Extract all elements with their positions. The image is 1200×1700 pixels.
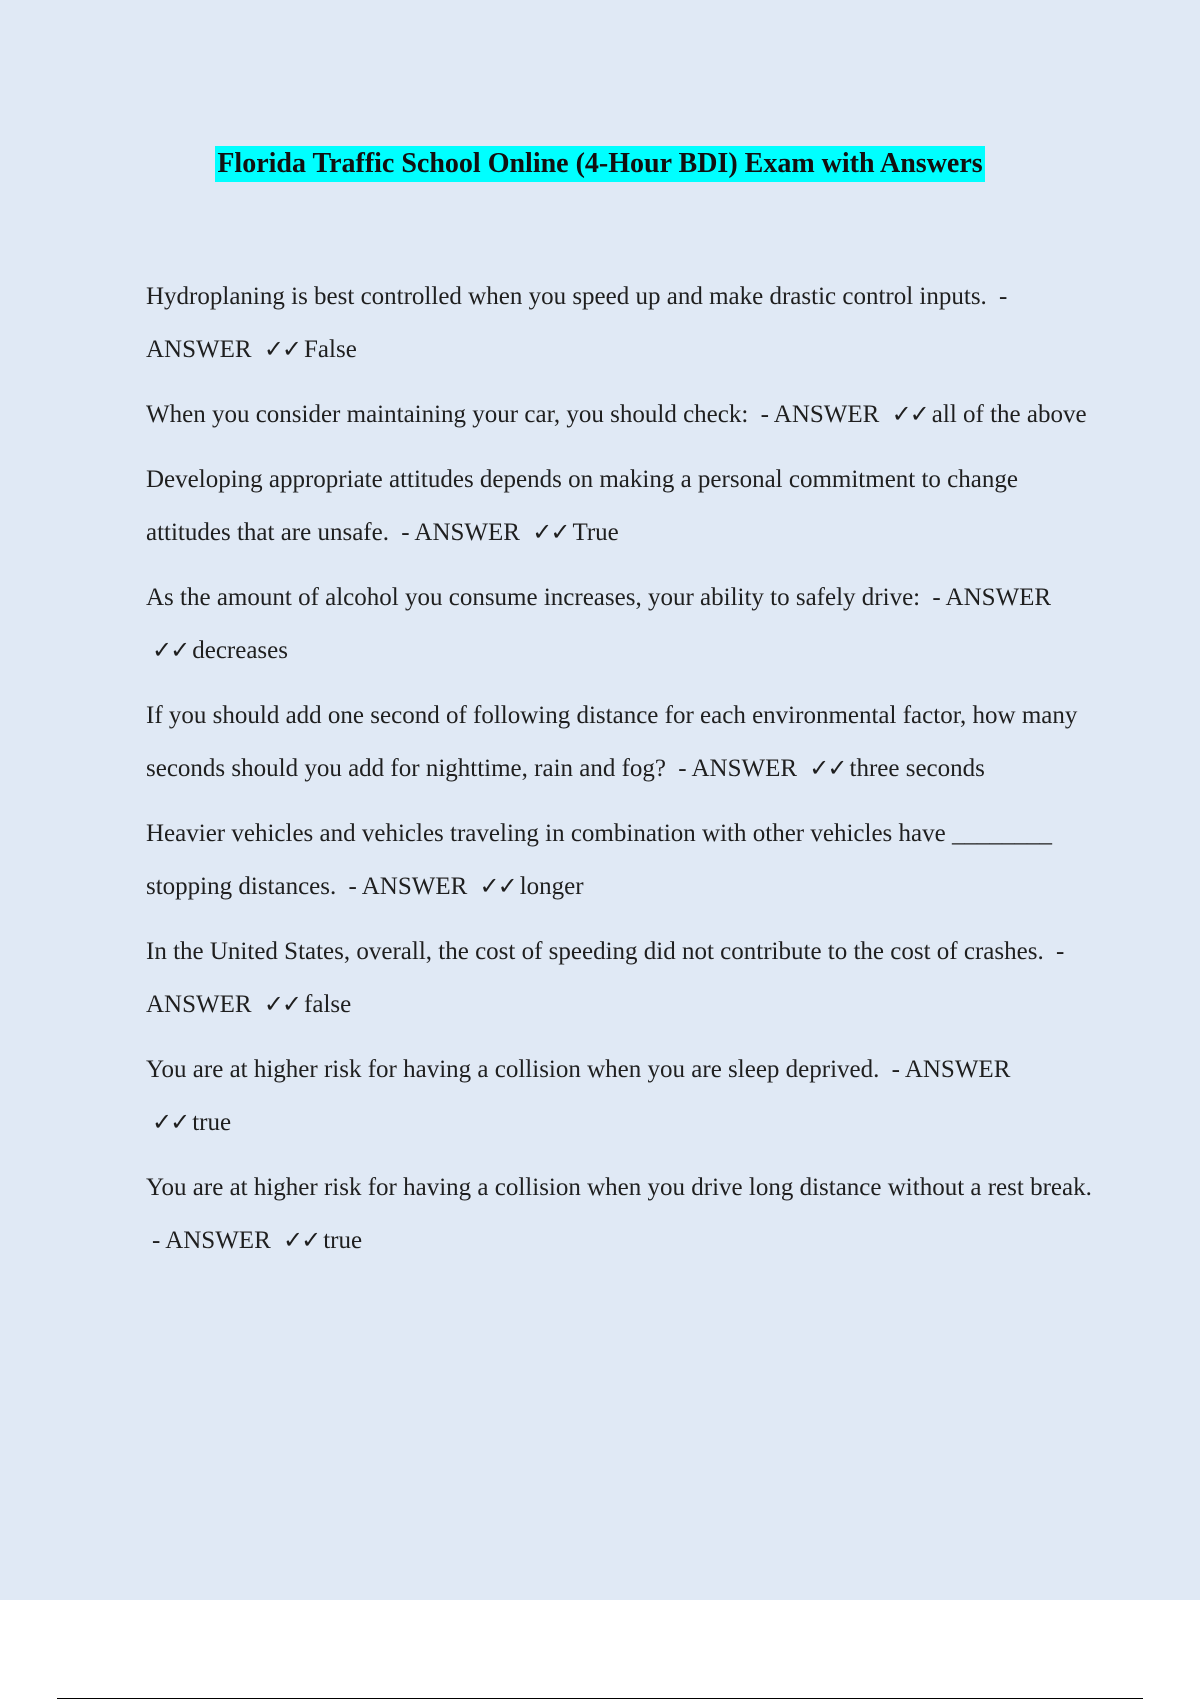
check-check-icon: ✓✓ (263, 990, 301, 1018)
qa-item (146, 1161, 1096, 1267)
answer-label: - ANSWER (891, 1056, 1011, 1083)
check-check-icon: ✓✓ (809, 754, 846, 782)
answer-label: - ANSWER (146, 283, 1008, 363)
check-check-icon: ✓✓ (532, 518, 569, 546)
question-text: Developing appropriate attitudes depends on making a personal commitment to change attitudes that are unsafe. (146, 466, 1018, 546)
qa-item (146, 689, 1096, 795)
title-wrap (0, 146, 1200, 182)
qa-item (146, 571, 1096, 677)
answer-label: - ANSWER (401, 519, 520, 546)
qa-list (146, 270, 1096, 1279)
answer-text: False (304, 336, 357, 363)
check-check-icon: ✓✓ (152, 1108, 189, 1136)
question-text: As the amount of alcohol you consume increases, your ability to safely drive: (146, 584, 921, 611)
question-text: You are at higher risk for having a collision when you are sleep deprived. (146, 1056, 880, 1083)
answer-text: longer (519, 873, 584, 900)
question-text: If you should add one second of following distance for each environmental factor, how many seconds should you add for nighttime, rain and fog? (146, 702, 1078, 782)
check-check-icon: ✓✓ (263, 335, 301, 363)
qa-item (146, 270, 1096, 376)
answer-label: - ANSWER (146, 938, 1065, 1018)
question-text: Hydroplaning is best controlled when you speed up and make drastic control inputs. (146, 283, 987, 310)
answer-label: - ANSWER (932, 584, 1052, 611)
answer-label: - ANSWER (760, 401, 880, 428)
qa-item (146, 453, 1096, 559)
check-check-icon: ✓✓ (891, 400, 928, 428)
document-title: Florida Traffic School Online (4-Hour BDI) Exam with Answers (215, 146, 984, 182)
answer-label: - ANSWER (152, 1227, 271, 1254)
answer-text: True (572, 519, 619, 546)
qa-item (146, 807, 1096, 913)
question-text: When you consider maintaining your car, you should check: (146, 401, 749, 428)
answer-text: true (192, 1109, 232, 1136)
answer-label: - ANSWER (678, 755, 798, 782)
qa-item (146, 388, 1096, 441)
qa-item (146, 925, 1096, 1031)
answer-text: true (323, 1227, 363, 1254)
qa-item (146, 1043, 1096, 1149)
check-check-icon: ✓✓ (152, 636, 189, 664)
question-text: You are at higher risk for having a collision when you drive long distance without a rest break. (146, 1174, 1092, 1201)
answer-text: decreases (192, 637, 288, 664)
answer-text: false (304, 991, 352, 1018)
check-check-icon: ✓✓ (283, 1226, 320, 1254)
question-text: In the United States, overall, the cost of speeding did not contribute to the cost of crashes. (146, 938, 1044, 965)
answer-text: all of the above (931, 401, 1087, 428)
question-text: Heavier vehicles and vehicles traveling in combination with other vehicles have ________ stopping distances. (146, 820, 1052, 900)
answer-label: - ANSWER (348, 873, 468, 900)
check-check-icon: ✓✓ (479, 872, 516, 900)
answer-text: three seconds (849, 755, 985, 782)
footer-divider (57, 1698, 1143, 1699)
